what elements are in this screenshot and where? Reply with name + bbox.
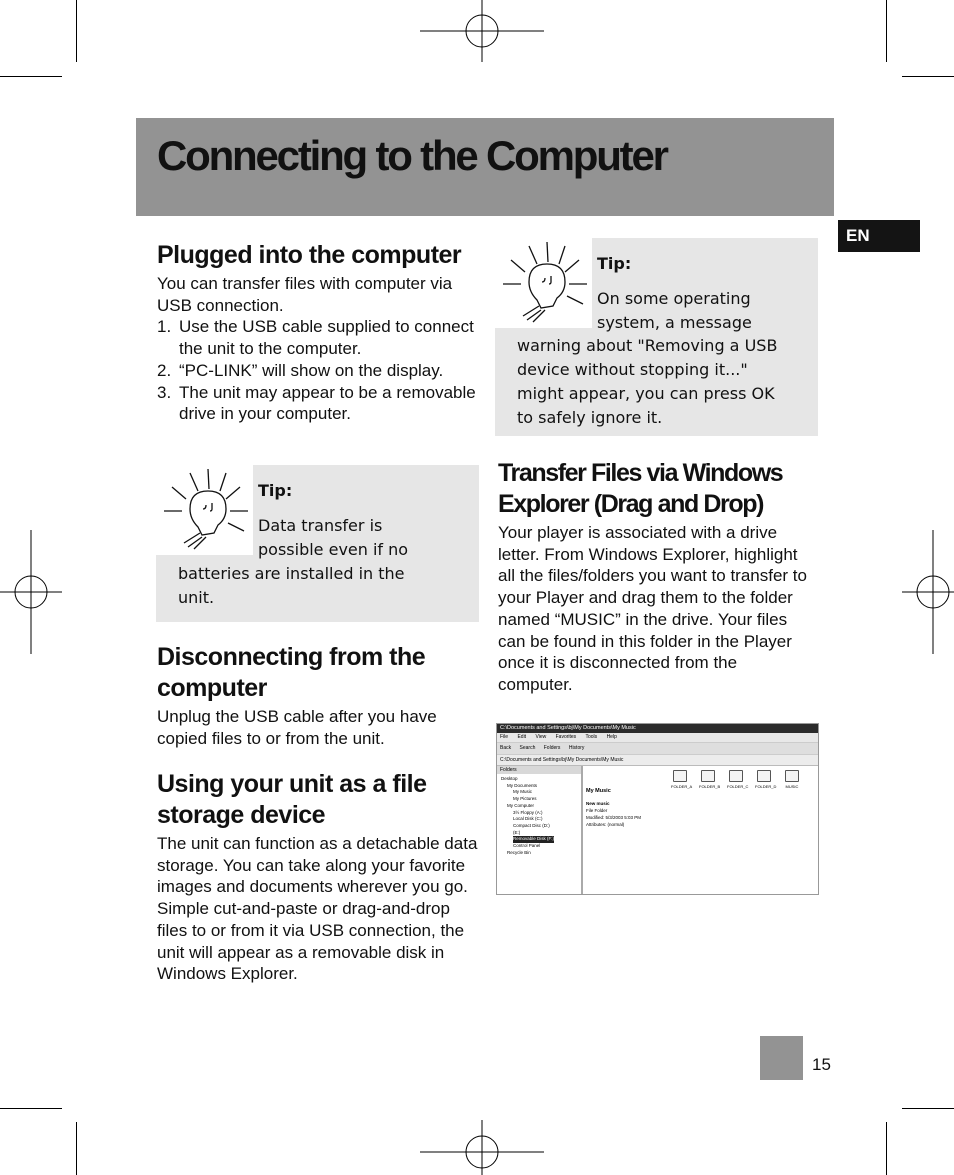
window-title: C:\Documents and Settings\bj\My Documents\My Music bbox=[497, 724, 818, 733]
lightbulb-icon bbox=[160, 467, 250, 553]
toolbar bbox=[497, 742, 818, 754]
crop-mark bbox=[76, 1122, 77, 1175]
menu-item: Favorites bbox=[555, 734, 577, 740]
steps-list bbox=[157, 316, 479, 425]
info-line: File Folder bbox=[586, 808, 608, 813]
toolbar-button: History bbox=[568, 745, 585, 751]
tree-item: My Computer bbox=[507, 802, 535, 808]
folder-label: FOLDER_A bbox=[671, 784, 693, 789]
folder-tree bbox=[497, 774, 581, 856]
tip-text: warning about "Removing a USB bbox=[517, 336, 778, 355]
crop-mark bbox=[886, 0, 887, 62]
folder-label: FOLDER_C bbox=[727, 784, 749, 789]
content-title: My Music bbox=[586, 788, 611, 794]
step-text: The unit may appear to be a removable drive in your computer. bbox=[179, 382, 476, 424]
toolbar-button: Back bbox=[500, 745, 512, 751]
section-heading: Using your unit as a file storage device bbox=[157, 770, 427, 829]
folder-item bbox=[727, 770, 749, 789]
folders-label: Folders bbox=[497, 766, 581, 774]
tip-text: unit. bbox=[178, 588, 215, 607]
registration-mark-icon bbox=[420, 0, 544, 62]
registration-mark-icon bbox=[902, 530, 954, 654]
tip-text: Data transfer is bbox=[258, 516, 383, 535]
tree-item-selected: Removable Disk (F:) bbox=[513, 836, 555, 842]
section-body: Your player is associated with a drive letter. From Windows Explorer, highlight all the files/folders you want to transfer to your Player and drag them to the folder named “MUSIC” in the drive. Your files can be found in this folder in the Player once it is disconnected from the computer. bbox=[498, 523, 807, 694]
tip-text: On some operating bbox=[597, 289, 751, 308]
folder-icon bbox=[673, 770, 687, 782]
page-number: 15 bbox=[812, 1055, 831, 1074]
crop-mark bbox=[902, 76, 954, 77]
crop-mark bbox=[76, 0, 77, 62]
tree-item: 3½ Floppy (A:) bbox=[513, 809, 543, 815]
folders-pane bbox=[497, 766, 583, 894]
menu-item: Edit bbox=[517, 734, 527, 740]
tree-item: Recycle Bin bbox=[507, 849, 531, 855]
folder-icon bbox=[729, 770, 743, 782]
section-heading: Disconnecting from the computer bbox=[157, 643, 426, 702]
tip-text: to safely ignore it. bbox=[517, 408, 663, 427]
section-body: Unplug the USB cable after you have copied files to or from the unit. bbox=[157, 707, 437, 748]
tree-item: Desktop bbox=[501, 776, 518, 781]
explorer-screenshot bbox=[496, 723, 819, 895]
tree-item: (E:) bbox=[513, 829, 521, 835]
info-line: New music bbox=[586, 801, 610, 806]
address-bar: C:\Documents and Settings\bj\My Documents\My Music bbox=[497, 754, 818, 766]
folder-info bbox=[586, 800, 641, 828]
tree-item bbox=[501, 836, 581, 843]
crop-mark bbox=[0, 1108, 62, 1109]
crop-mark bbox=[0, 76, 62, 77]
folder-label: FOLDER_D bbox=[755, 784, 777, 789]
tip-label: Tip: bbox=[258, 481, 293, 500]
toolbar-button: Search bbox=[519, 745, 536, 751]
folder-item bbox=[699, 770, 721, 789]
folder-item bbox=[755, 770, 777, 789]
menu-bar bbox=[497, 733, 818, 742]
content-pane bbox=[583, 766, 818, 894]
section-transfer bbox=[498, 458, 813, 696]
tree-item: My Pictures bbox=[513, 796, 537, 802]
list-item bbox=[157, 382, 479, 425]
lightbulb-icon bbox=[499, 240, 589, 326]
section-intro: You can transfer files with computer via USB connection. bbox=[157, 274, 453, 315]
info-line: Modified: 5/3/2003 5:03 PM bbox=[586, 815, 642, 820]
list-item bbox=[157, 360, 479, 382]
tip-text: might appear, you can press OK bbox=[517, 384, 775, 403]
folder-icon bbox=[757, 770, 771, 782]
section-body: The unit can function as a detachable data storage. You can take along your favorite images and documents wherever you go. Simple cut-and-paste or drag-and-drop files to or from it via USB connection, the unit will appear as a removable disk in Windows Explorer. bbox=[157, 834, 478, 984]
menu-item: Tools bbox=[585, 734, 598, 740]
menu-item: Help bbox=[606, 734, 617, 740]
step-text: “PC-LINK” will show on the display. bbox=[179, 360, 444, 380]
menu-item: View bbox=[535, 734, 547, 740]
tip-text: device without stopping it..." bbox=[517, 360, 748, 379]
tree-item: My Music bbox=[513, 789, 532, 795]
section-disconnecting bbox=[157, 642, 479, 749]
section-heading: Plugged into the computer bbox=[157, 241, 462, 269]
tree-item: Control Panel bbox=[513, 843, 541, 849]
section-heading: Transfer Files via Windows Explorer (Drag and Drop) bbox=[498, 459, 783, 518]
tip-text: system, a message bbox=[597, 313, 752, 332]
folder-item bbox=[783, 770, 801, 789]
step-number: 3. bbox=[157, 382, 172, 402]
folder-item bbox=[671, 770, 693, 789]
page-title: Connecting to the Computer bbox=[157, 132, 667, 179]
crop-mark bbox=[886, 1122, 887, 1175]
menu-item: File bbox=[500, 734, 509, 740]
step-number: 1. bbox=[157, 317, 172, 337]
tip-text: batteries are installed in the bbox=[178, 564, 405, 583]
page-number-box bbox=[760, 1036, 803, 1080]
section-plugged bbox=[157, 240, 479, 425]
section-storage bbox=[157, 769, 479, 985]
tip-text: possible even if no bbox=[258, 540, 409, 559]
list-item bbox=[157, 316, 479, 359]
step-number: 2. bbox=[157, 360, 172, 380]
step-text: Use the USB cable supplied to connect the unit to the computer. bbox=[179, 317, 474, 359]
tip-label: Tip: bbox=[597, 254, 632, 273]
tree-item: Compact Disc (D:) bbox=[513, 822, 550, 828]
folder-icon bbox=[701, 770, 715, 782]
language-tab: EN bbox=[838, 220, 920, 252]
toolbar-button: Folders bbox=[543, 745, 561, 751]
info-line: Attributes: (normal) bbox=[586, 822, 625, 827]
tree-item: My Documents bbox=[507, 782, 538, 788]
folder-label: MUSIC bbox=[785, 784, 799, 789]
folder-icon bbox=[785, 770, 799, 782]
registration-mark-icon bbox=[0, 530, 62, 654]
crop-mark bbox=[902, 1108, 954, 1109]
tree-item: Local Disk (C:) bbox=[513, 816, 543, 822]
registration-mark-icon bbox=[420, 1120, 544, 1175]
folder-label: FOLDER_B bbox=[699, 784, 721, 789]
